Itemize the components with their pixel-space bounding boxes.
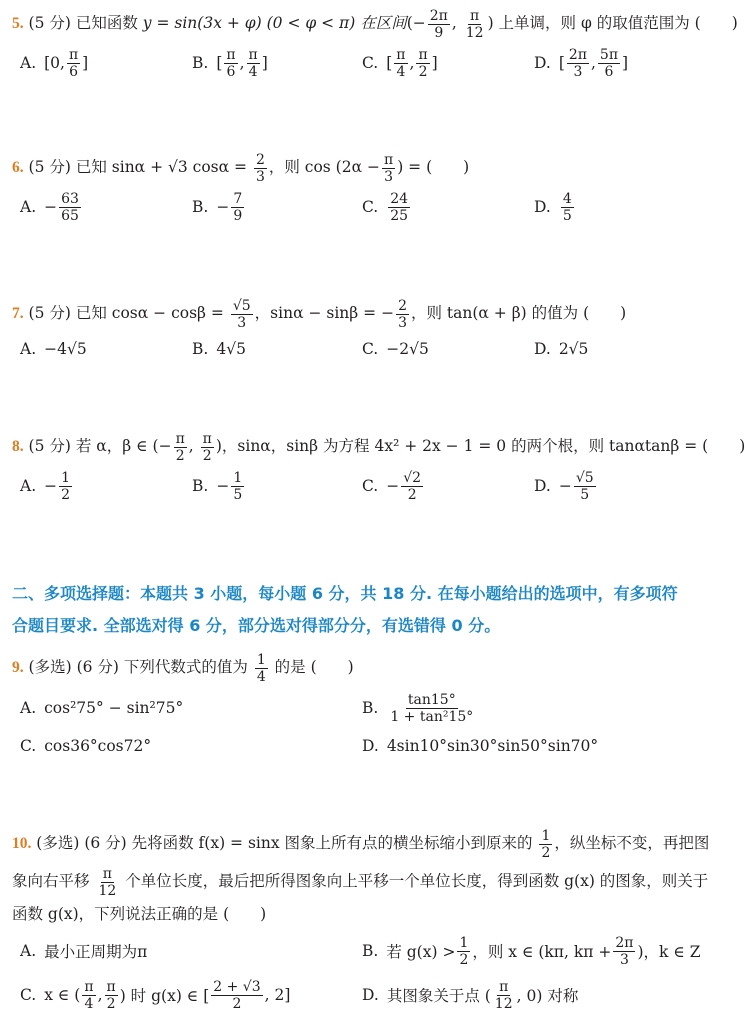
stem-text: (多选) (6 分) 下列代数式的值为 [23,658,253,676]
option-c[interactable] [20,973,290,1017]
numerator: π [175,430,185,447]
fraction [59,470,72,503]
stem-text: ，纵坐标不变，再把图 [554,834,710,852]
options-row-1 [12,929,736,973]
option-text: −4√5 [44,340,87,358]
fraction [174,431,187,464]
denominator: 2 [175,447,185,464]
stem-text: 函数 g(x)，下列说法正确的是 ( ) [12,905,267,923]
numerator: 5π [599,46,619,63]
option-label: B. [362,699,379,717]
sign: − [44,477,58,495]
denominator: 12 [465,24,484,41]
denominator: 2 [459,951,469,968]
fraction [231,470,244,503]
option-text: 2√5 [558,340,589,358]
option-d[interactable] [362,731,598,761]
sign: − [216,477,230,495]
fraction [388,692,475,725]
options [12,185,736,229]
stem-text: 象向右平移 [12,872,95,890]
numerator: √2 [403,469,422,486]
option-c[interactable] [362,464,425,508]
option-text: , 2] [264,986,291,1004]
stem-text: ) = ( ) [397,158,470,176]
denominator: 12 [98,882,117,899]
option-d[interactable] [362,973,578,1017]
denominator: 2 [541,844,551,861]
denominator: 3 [398,314,407,331]
sign: − [386,477,400,495]
numerator: π [383,151,394,168]
numerator: π [202,430,212,447]
question-number: 9. [12,659,24,676]
question-10-stem-line-1 [12,824,736,863]
stem-text: (5 分) 已知函数 [23,14,143,32]
denominator: 12 [494,995,513,1012]
option-d[interactable]: D. [ $\frac{2\pi}{3}$ , $\frac{5\pi}{6}$ ] [534,46,629,80]
question-number: 7. [12,305,24,322]
option-b[interactable] [192,331,246,367]
options-row-2 [12,973,736,1017]
fraction [396,298,409,331]
section-header-line: 二、多项选择题：本题共 3 小题，每小题 6 分，共 18 分. 在每小题给出的选项中，有多项符 [12,584,678,603]
paren: (− [406,14,426,32]
denominator: 25 [390,207,409,224]
question-5-stem [12,6,736,41]
option-text: ，则 x ∈ (kπ, kπ + [472,943,612,961]
question-number: 6. [12,159,24,176]
numerator: π [470,7,480,24]
numerator: π [84,978,94,995]
question-6-stem [12,150,736,185]
option-text: 若 g(x) > [386,943,456,961]
fraction [96,866,118,899]
option-a[interactable] [20,685,183,731]
fraction [574,470,596,503]
numerator: 63 [61,190,79,207]
question-number: 5. [12,15,24,32]
denominator: 3 [619,951,629,968]
option-d[interactable] [534,464,598,508]
stem-text: )，sinα，sinβ 为方程 4x² + 2x − 1 = 0 的两个根，则 tanαtanβ = ( ) [215,437,746,455]
option-label: A. [20,699,37,717]
option-a[interactable] [20,929,147,973]
question-8-stem [12,429,746,464]
fraction [82,979,95,1012]
option-b[interactable] [192,464,246,508]
fraction [201,431,214,464]
fraction [401,470,423,503]
option-text: [ [558,54,565,72]
fraction [247,47,260,80]
options-row-2 [12,731,736,761]
question-7 [12,296,736,367]
option-c[interactable]: C. [ $\frac{\pi}{4}$ , $\frac{\pi}{2}$ ] [362,46,438,80]
denominator: 2 [202,447,212,464]
section-header [12,578,736,642]
stem-text: (5 分) 已知 cosα − cosβ = [23,304,229,322]
option-label: B. [192,477,209,495]
denominator: 3 [237,314,247,331]
numerator: π [248,46,258,63]
numerator: π [102,865,112,882]
option-label: A. [20,54,37,72]
option-text: 4√5 [216,340,246,358]
fraction [539,828,552,861]
option-c[interactable] [20,731,151,761]
option-label: C. [20,737,37,755]
numerator: 1 [459,934,469,951]
fraction [59,191,81,224]
option-label: B. [362,942,379,960]
options [12,41,736,85]
option-text: 4sin10°sin30°sin50°sin70° [386,737,599,755]
denominator: 6 [69,63,79,80]
option-text: [ [216,54,223,72]
numerator: π [499,978,509,995]
option-text: −2√5 [386,340,429,358]
option-text: ] [261,54,268,72]
denominator: 4 [256,668,266,685]
numerator: 2π [568,46,587,63]
denominator: 65 [61,207,79,224]
option-label: C. [362,477,379,495]
denominator: 3 [384,168,394,185]
fraction [255,652,268,685]
option-label: A. [20,340,37,358]
sign: − [558,477,572,495]
numerator: π [68,46,79,63]
denominator: 3 [255,168,265,185]
option-c[interactable] [362,331,429,367]
fraction [416,47,429,80]
denominator: 3 [573,63,583,80]
fraction [211,979,262,1012]
option-text: 其图象关于点 ( [386,987,491,1005]
option-text: [0, [44,54,65,72]
option-label: A. [20,942,37,960]
question-number: 10. [12,835,32,852]
option-label: C. [20,986,37,1004]
denominator: 2 [61,486,71,503]
option-label: D. [362,737,379,755]
denominator: 5 [562,207,572,224]
numerator: 1 [541,827,551,844]
stem-text: 个单位长度，最后把所得图象向上平移一个单位长度，得到函数 g(x) 的图象，则关于 [120,872,709,890]
denominator: 4 [248,63,258,80]
fraction [224,47,237,80]
numerator: 1 [61,469,71,486]
option-label: D. [534,54,551,72]
options [12,464,736,508]
fraction [428,8,450,41]
question-number: 8. [12,438,24,455]
fraction [67,47,80,80]
option-label: B. [192,54,209,72]
option-text: , [97,986,103,1004]
stem-text: ，则 tan(α + β) 的值为 ( ) [410,304,627,322]
option-label: C. [362,340,379,358]
option-b[interactable] [362,685,477,731]
numerator: 2 + √3 [213,978,261,995]
options [12,331,736,367]
option-label: C. [362,54,379,72]
question-10 [12,824,736,1017]
numerator: √5 [575,469,594,486]
question-10-stem-line-3 [12,899,736,929]
paren: ) [487,14,494,32]
separator: , [451,14,462,32]
denominator: 5 [233,486,243,503]
option-c[interactable] [362,185,412,229]
option-a[interactable] [20,464,74,508]
option-d[interactable] [534,185,576,229]
stem-text: ，sinα − sinβ = − [254,304,395,322]
option-label: D. [534,340,551,358]
option-b[interactable] [192,185,246,229]
numerator: 2π [615,934,634,951]
question-9-stem [12,650,736,685]
fraction [457,935,470,968]
section-header-line: 合题目要求. 全部选对得 6 分，部分选对得部分分，有选错得 0 分。 [12,616,501,635]
numerator: 2π [429,7,448,24]
fraction [231,298,253,331]
question-7-stem [12,296,736,331]
sign: − [216,198,230,216]
option-a[interactable] [20,331,87,367]
option-text: ] [82,54,89,72]
sign: − [44,198,58,216]
denominator: 2 [418,63,428,80]
denominator: 2 [407,486,417,503]
question-5 [12,6,736,85]
fraction [613,935,635,968]
numerator: tan15° [407,691,456,708]
fraction [105,979,118,1012]
denominator: 6 [604,63,614,80]
fraction [231,191,244,224]
stem-text: (多选) (6 分) 先将函数 f(x) = sinx 图象上所有点的横坐标缩小到原来的 [31,834,538,852]
numerator: 2 [255,151,265,168]
option-label: A. [20,477,37,495]
numerator: 2 [398,297,407,314]
denominator: 2 [106,995,116,1012]
option-label: D. [362,986,379,1004]
numerator: 7 [233,190,243,207]
fraction [394,47,407,80]
fraction [464,8,486,41]
fraction [493,979,515,1012]
option-text: x ∈ ( [44,986,81,1004]
denominator: 6 [226,63,236,80]
denominator: 1 + tan²15° [390,708,474,725]
fraction [382,152,395,185]
option-text: ] [431,54,438,72]
numerator: 24 [390,190,409,207]
question-8 [12,429,746,508]
stem-text: 的是 ( ) [269,658,354,676]
fraction [598,47,620,80]
option-label: C. [362,198,379,216]
option-a[interactable] [20,185,83,229]
question-9 [12,650,736,761]
fraction [567,47,589,80]
options-row-1 [12,685,736,731]
option-b[interactable]: B. [ $\frac{\pi}{6}$ , $\frac{\pi}{4}$ ] [192,46,268,80]
stem-formula: y = sin(3x + φ) (0 < φ < π) 在区间 [142,14,407,32]
option-text: 最小正周期为π [44,943,148,961]
option-label: D. [534,198,551,216]
option-a[interactable] [20,41,88,85]
denominator: 4 [396,63,406,80]
denominator: 9 [434,24,444,41]
numerator: π [418,46,428,63]
denominator: 4 [84,995,94,1012]
numerator: √5 [232,297,251,314]
option-text: ] [622,54,629,72]
numerator: π [226,46,236,63]
fraction [561,191,574,224]
option-text: [ [386,54,393,72]
option-label: A. [20,198,37,216]
option-text: cos²75° − sin²75° [44,699,184,717]
separator: , [188,437,199,455]
question-6 [12,150,736,229]
option-text: )，k ∈ Z [637,943,701,961]
numerator: π [396,46,406,63]
numerator: 1 [256,651,266,668]
denominator: 5 [580,486,590,503]
option-label: B. [192,340,209,358]
option-text: ) 时 g(x) ∈ [ [119,987,210,1005]
option-b[interactable] [362,929,701,973]
stem-text: (5 分) 已知 sinα + √3 cosα = [23,158,252,176]
option-d[interactable] [534,331,588,367]
option-label: B. [192,198,209,216]
denominator: 2 [232,995,242,1012]
option-text: cos36°cos72° [44,737,152,755]
numerator: π [106,978,116,995]
stem-text: 上单调，则 φ 的取值范围为 ( ) [493,14,738,32]
numerator: 1 [233,469,243,486]
stem-text: (5 分) 若 α，β ∈ (− [23,437,172,455]
denominator: 9 [233,207,243,224]
option-label: D. [534,477,551,495]
numerator: 4 [562,190,572,207]
question-10-stem-line-2 [12,863,736,899]
option-text: , 0) 对称 [516,987,579,1005]
fraction [254,152,267,185]
stem-text: ，则 cos (2α − [268,158,380,176]
fraction [388,191,410,224]
